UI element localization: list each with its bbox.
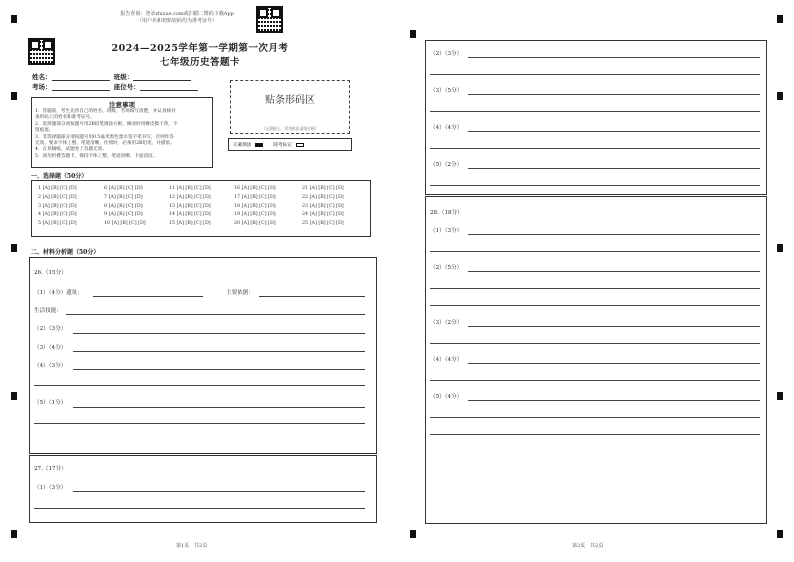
q27-part4-answer[interactable] <box>430 148 760 149</box>
alignment-mark <box>11 392 17 400</box>
absent-mark-label: 缺考标记 <box>273 143 292 148</box>
mcq-question-11[interactable]: 11 [A] [B] [C] [D] <box>169 186 211 191</box>
mcq-question-10[interactable]: 10 [A] [B] [C] [D] <box>104 221 146 227</box>
mcq-question-12[interactable]: 12 [A] [B] [C] [D] <box>169 194 211 200</box>
alignment-mark <box>777 15 783 23</box>
q28-box <box>425 196 767 524</box>
page-number: 第2页 共2页 <box>572 543 604 549</box>
report-notice-line2: （用户名和初始密码均为准考证号） <box>136 18 217 24</box>
notice-line: 2．选择题部分请按题号用2B铅笔填涂方框，修改时用橡皮擦干净，不 <box>35 121 178 127</box>
room-row <box>32 82 198 91</box>
q26-box <box>29 257 377 454</box>
q26-part4-answer[interactable] <box>34 385 365 386</box>
room-field[interactable] <box>52 85 110 91</box>
class-field[interactable] <box>133 75 191 81</box>
q28-part3-label: （3）（2分） <box>430 320 463 326</box>
name-field[interactable] <box>52 75 110 81</box>
report-notice <box>112 11 242 25</box>
q26-part5-answer[interactable] <box>73 407 365 408</box>
q27-part2-answer[interactable] <box>468 57 760 58</box>
alignment-mark <box>777 530 783 538</box>
q27-part5-answer[interactable] <box>430 185 760 186</box>
q28-part5-answer[interactable] <box>468 400 760 401</box>
mcq-question-18[interactable]: 18 [A] [B] [C] [D] <box>234 203 276 209</box>
mcq-question-6[interactable]: 6 [A] [B] [C] [D] <box>104 186 143 191</box>
q27-part3-answer[interactable] <box>468 94 760 95</box>
mcq-question-4[interactable]: 4 [A] [B] [C] [D] <box>38 212 77 218</box>
q28-part5-answer[interactable] <box>430 417 760 418</box>
q28-part5-label: （5）（4分） <box>430 394 463 400</box>
notice-line: 无效。要求字体工整、笔迹清晰。作图时，必须用2B铅笔，并描浓。 <box>35 141 175 147</box>
mcq-question-1[interactable]: 1 [A] [B] [C] [D] <box>38 186 77 191</box>
q28-part3-answer[interactable] <box>468 326 760 327</box>
mcq-box <box>31 180 371 237</box>
q27-continued-box <box>425 40 767 195</box>
q28-part3-answer[interactable] <box>430 343 760 344</box>
notice-line: 3．非选择题部分请按题号用0.5毫米黑色墨水签字笔书写，否则作答 <box>35 134 174 140</box>
mcq-question-20[interactable]: 20 [A] [B] [C] [D] <box>234 221 276 227</box>
mcq-column <box>169 185 211 229</box>
mcq-question-24[interactable]: 24 [A] [B] [C] [D] <box>302 212 344 218</box>
q28-part1-label: （1）（3分） <box>430 228 463 234</box>
notice-line: 1．答题前，考生先将自己的姓名、班级、考场填写清楚，并认真核对 <box>35 109 176 114</box>
alignment-mark <box>777 392 783 400</box>
alignment-mark <box>11 15 17 23</box>
mcq-column <box>234 185 276 229</box>
q26-part4-answer[interactable] <box>73 369 365 370</box>
alignment-mark <box>777 92 783 100</box>
mcq-question-7[interactable]: 7 [A] [B] [C] [D] <box>104 194 143 200</box>
mcq-question-21[interactable]: 21 [A] [B] [C] [D] <box>302 186 344 191</box>
q26-part5-answer[interactable] <box>34 423 365 424</box>
q26-part2-label: （2）（3分） <box>34 326 67 332</box>
q27-part2-label: （2）（3分） <box>430 51 463 57</box>
absent-mark-checkbox[interactable] <box>296 143 304 147</box>
q28-part5-answer[interactable] <box>430 434 760 435</box>
q28-title: 28.（18分） <box>430 210 463 216</box>
alignment-mark <box>777 244 783 252</box>
mcq-question-3[interactable]: 3 [A] [B] [C] [D] <box>38 203 77 209</box>
name-row <box>32 72 191 81</box>
alignment-mark <box>11 92 17 100</box>
barcode-hint: （正面朝上，切勿贴出虚线方框） <box>261 126 319 131</box>
q27-title: 27.（17分） <box>34 466 67 472</box>
mcq-question-16[interactable]: 16 [A] [B] [C] [D] <box>234 186 276 191</box>
alignment-mark <box>410 30 416 38</box>
page-number: 第1页 共2页 <box>176 543 208 549</box>
mcq-question-13[interactable]: 13 [A] [B] [C] [D] <box>169 203 211 209</box>
filled-example-icon <box>255 143 263 147</box>
notice-line: 4．在草稿纸、试题卷上答题无效。 <box>35 147 107 153</box>
alignment-mark <box>11 530 17 538</box>
barcode-title: 贴条形码区 <box>265 95 315 106</box>
q28-part2-answer[interactable] <box>430 305 760 306</box>
q26-part3-answer[interactable] <box>73 351 365 352</box>
q26-part4-label: （4）（3分） <box>34 363 67 369</box>
section-title: 二、材料分析题（50分） <box>31 249 100 256</box>
fill-example-label: 正确填涂 <box>233 143 252 148</box>
q26-part1b-answer[interactable] <box>259 296 365 297</box>
q27-part1-answer[interactable] <box>73 491 365 492</box>
notice-box <box>31 97 213 168</box>
name-label: 姓名： <box>32 73 52 81</box>
notice-lines <box>32 109 212 160</box>
q27-part5-answer[interactable] <box>468 168 760 169</box>
q26-part1b-label: 主要依据： <box>226 290 254 296</box>
class-label: 班级： <box>113 73 134 81</box>
q28-part2-label: （2）（5分） <box>430 265 463 271</box>
mcq-column <box>302 185 344 229</box>
q27-part1-answer[interactable] <box>34 508 365 509</box>
fill-example-box <box>228 138 352 151</box>
mcq-column <box>38 185 77 229</box>
mcq-question-14[interactable]: 14 [A] [B] [C] [D] <box>169 212 211 218</box>
q28-part4-answer[interactable] <box>430 380 760 381</box>
mcq-question-9[interactable]: 9 [A] [B] [C] [D] <box>104 212 143 218</box>
subject-title: 七年级历史答题卡 <box>159 57 240 68</box>
seat-label: 座位号： <box>113 83 140 91</box>
q27-part2-answer[interactable] <box>430 74 760 75</box>
report-notice-line1: 报告查询：登录zhixue.com或扫描二维码下载App <box>120 11 234 17</box>
mcq-question-22[interactable]: 22 [A] [B] [C] [D] <box>302 194 344 200</box>
q28-part1-answer[interactable] <box>430 251 760 252</box>
mcq-question-23[interactable]: 23 [A] [B] [C] [D] <box>302 203 344 209</box>
mcq-question-19[interactable]: 19 [A] [B] [C] [D] <box>234 212 276 218</box>
barcode-area <box>230 80 350 134</box>
alignment-mark <box>410 530 416 538</box>
q28-part1-answer[interactable] <box>468 234 760 235</box>
section-title: 一、选择题（50分） <box>31 173 88 180</box>
q26-title: 26.（15分） <box>34 270 67 276</box>
mcq-column <box>104 185 146 229</box>
q28-part4-label: （4）（4分） <box>430 357 463 363</box>
q27-part3-label: （3）（5分） <box>430 88 463 94</box>
mcq-question-5[interactable]: 5 [A] [B] [C] [D] <box>38 221 77 227</box>
mcq-question-25[interactable]: 25 [A] [B] [C] [D] <box>302 221 344 227</box>
q26-part1-label: （1）（4分）遗址： <box>34 290 84 296</box>
q26-part1c-answer[interactable] <box>66 314 365 315</box>
exam-title: 2024—2025学年第一学期第一次月考 <box>111 43 289 54</box>
mcq-question-17[interactable]: 17 [A] [B] [C] [D] <box>234 194 276 200</box>
q26-part3-label: （3）（4分） <box>34 345 67 351</box>
mcq-question-2[interactable]: 2 [A] [B] [C] [D] <box>38 194 77 200</box>
q28-part2-answer[interactable] <box>468 271 760 272</box>
q26-part5-label: （5）（1分） <box>34 400 67 406</box>
q27-part4-answer[interactable] <box>468 131 760 132</box>
q28-part2-answer[interactable] <box>430 288 760 289</box>
q27-part5-label: （5）（2分） <box>430 162 463 168</box>
q27-part3-answer[interactable] <box>430 111 760 112</box>
mcq-question-15[interactable]: 15 [A] [B] [C] [D] <box>169 221 211 227</box>
q26-part1-answer[interactable] <box>93 296 203 297</box>
notice-line: 条形码上的姓名和准考证号。 <box>35 115 95 121</box>
q28-part4-answer[interactable] <box>468 363 760 364</box>
alignment-mark <box>11 244 17 252</box>
q27-box <box>29 455 377 523</box>
notice-line: 留痕迹。 <box>35 128 54 134</box>
q26-part2-answer[interactable] <box>73 333 365 334</box>
seat-field[interactable] <box>140 85 198 91</box>
notice-line: 5．请勿折叠答题卡，保持字体工整、笔迹清晰、卡面清洁。 <box>35 153 158 159</box>
mcq-question-8[interactable]: 8 [A] [B] [C] [D] <box>104 203 143 209</box>
q27-part1-label: （1）（3分） <box>34 485 67 491</box>
qr-code-icon <box>256 6 283 33</box>
qr-code-icon <box>28 38 55 65</box>
room-label: 考场： <box>32 83 52 91</box>
q27-part4-label: （4）（4分） <box>430 125 463 131</box>
q26-part1c-label: 生活技能： <box>34 308 62 314</box>
notice-title: 注意事项 <box>109 101 135 109</box>
